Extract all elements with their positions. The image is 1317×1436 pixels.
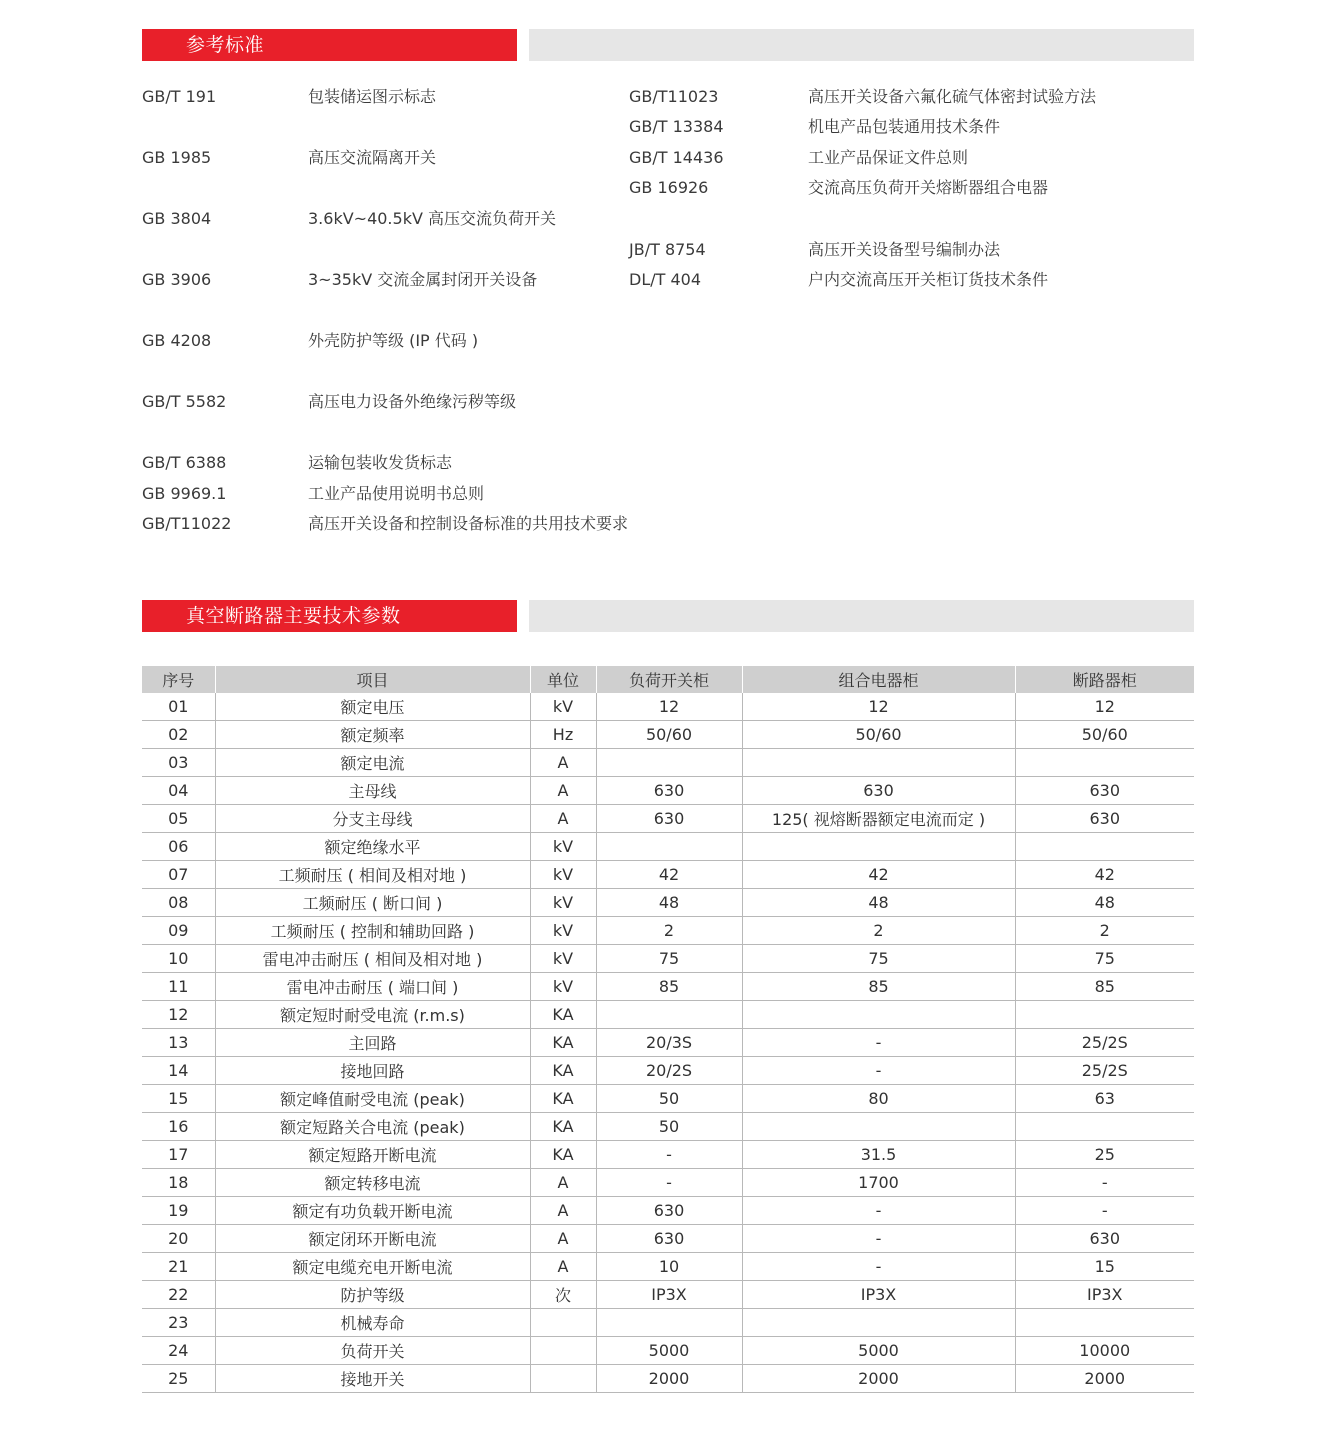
standard-name: 工业产品保证文件总则 [808, 148, 969, 167]
cell-index: 17 [142, 1141, 215, 1169]
cell-unit: A [530, 777, 596, 805]
table-row [142, 805, 1194, 833]
standard-code: GB 9969.1 [142, 484, 227, 503]
cell-unit [530, 1365, 596, 1393]
standard-name: 高压电力设备外绝缘污秽等级 [308, 392, 517, 411]
cell-index: 04 [142, 777, 215, 805]
standard-item [629, 240, 1169, 260]
cell-combination: 85 [742, 973, 1015, 1001]
cell-combination [742, 1309, 1015, 1337]
standard-name: 包装储运图示标志 [308, 87, 437, 106]
cell-breaker [1015, 1001, 1194, 1029]
table-row [142, 1225, 1194, 1253]
cell-item: 主母线 [215, 777, 530, 805]
cell-load-switch: 10 [596, 1253, 742, 1281]
cell-load-switch: - [596, 1169, 742, 1197]
header-combination: 组合电器柜 [742, 666, 1015, 693]
section-title: 参考标准 [142, 29, 517, 61]
cell-unit: KA [530, 1001, 596, 1029]
cell-unit [530, 1337, 596, 1365]
table-row [142, 1281, 1194, 1309]
cell-breaker: 42 [1015, 861, 1194, 889]
table-row [142, 833, 1194, 861]
cell-item: 额定峰值耐受电流 (peak) [215, 1085, 530, 1113]
table-row [142, 1169, 1194, 1197]
cell-breaker: 50/60 [1015, 721, 1194, 749]
cell-item: 雷电冲击耐压 ( 相间及相对地 ) [215, 945, 530, 973]
cell-breaker: IP3X [1015, 1281, 1194, 1309]
cell-breaker: 630 [1015, 805, 1194, 833]
cell-index: 20 [142, 1225, 215, 1253]
cell-combination: 75 [742, 945, 1015, 973]
cell-item: 防护等级 [215, 1281, 530, 1309]
table-row [142, 917, 1194, 945]
cell-combination: 5000 [742, 1337, 1015, 1365]
cell-index: 18 [142, 1169, 215, 1197]
table-row [142, 945, 1194, 973]
cell-unit: A [530, 1253, 596, 1281]
standard-code: JB/T 8754 [629, 240, 706, 259]
cell-combination: 630 [742, 777, 1015, 805]
cell-item: 额定短路关合电流 (peak) [215, 1113, 530, 1141]
cell-item: 机械寿命 [215, 1309, 530, 1337]
section-header-params [142, 600, 1194, 632]
cell-breaker: 75 [1015, 945, 1194, 973]
standard-code: GB 16926 [629, 178, 709, 197]
cell-combination: 12 [742, 693, 1015, 721]
header-unit: 单位 [530, 666, 596, 693]
cell-load-switch: 2 [596, 917, 742, 945]
cell-item: 额定短时耐受电流 (r.m.s) [215, 1001, 530, 1029]
cell-combination: 31.5 [742, 1141, 1015, 1169]
table-row [142, 889, 1194, 917]
cell-item: 工频耐压 ( 断口间 ) [215, 889, 530, 917]
cell-index: 15 [142, 1085, 215, 1113]
cell-index: 10 [142, 945, 215, 973]
cell-index: 09 [142, 917, 215, 945]
header-item: 项目 [215, 666, 530, 693]
cell-breaker: 63 [1015, 1085, 1194, 1113]
cell-load-switch: 20/2S [596, 1057, 742, 1085]
cell-breaker: 25/2S [1015, 1029, 1194, 1057]
standard-code: GB 3906 [142, 270, 212, 289]
section-title: 真空断路器主要技术参数 [142, 600, 517, 632]
cell-unit: kV [530, 861, 596, 889]
table-row [142, 1001, 1194, 1029]
cell-combination: - [742, 1057, 1015, 1085]
cell-load-switch [596, 1001, 742, 1029]
cell-unit: KA [530, 1029, 596, 1057]
cell-load-switch: 20/3S [596, 1029, 742, 1057]
cell-index: 23 [142, 1309, 215, 1337]
cell-unit: kV [530, 833, 596, 861]
standard-item [142, 209, 622, 229]
standard-code: GB 3804 [142, 209, 212, 228]
section-bar [529, 29, 1194, 61]
standard-name: 3.6kV~40.5kV 高压交流负荷开关 [308, 209, 556, 228]
standard-code: GB/T 14436 [629, 148, 724, 167]
cell-breaker: 630 [1015, 1225, 1194, 1253]
cell-index: 07 [142, 861, 215, 889]
standard-item [142, 270, 622, 290]
cell-unit: KA [530, 1085, 596, 1113]
cell-unit: Hz [530, 721, 596, 749]
cell-combination: 1700 [742, 1169, 1015, 1197]
cell-index: 16 [142, 1113, 215, 1141]
section-bar [529, 600, 1194, 632]
cell-combination: - [742, 1225, 1015, 1253]
cell-combination: 80 [742, 1085, 1015, 1113]
cell-item: 负荷开关 [215, 1337, 530, 1365]
table-body [142, 693, 1194, 1393]
standard-item [142, 331, 622, 351]
cell-unit: A [530, 1197, 596, 1225]
standard-name: 交流高压负荷开关熔断器组合电器 [808, 178, 1049, 197]
cell-index: 03 [142, 749, 215, 777]
table-row [142, 861, 1194, 889]
standard-item [142, 484, 622, 504]
standard-code: GB/T 6388 [142, 453, 227, 472]
standard-item [629, 148, 1169, 168]
cell-load-switch [596, 749, 742, 777]
cell-combination: - [742, 1029, 1015, 1057]
cell-breaker [1015, 1309, 1194, 1337]
table-row [142, 1253, 1194, 1281]
cell-item: 接地回路 [215, 1057, 530, 1085]
header-index: 序号 [142, 666, 215, 693]
cell-breaker: 630 [1015, 777, 1194, 805]
header-breaker: 断路器柜 [1015, 666, 1194, 693]
cell-load-switch: 2000 [596, 1365, 742, 1393]
cell-item: 额定绝缘水平 [215, 833, 530, 861]
cell-load-switch: 85 [596, 973, 742, 1001]
standard-name: 高压开关设备型号编制办法 [808, 240, 1001, 259]
cell-index: 11 [142, 973, 215, 1001]
cell-load-switch: 42 [596, 861, 742, 889]
cell-index: 06 [142, 833, 215, 861]
cell-combination: 2000 [742, 1365, 1015, 1393]
cell-breaker: 25/2S [1015, 1057, 1194, 1085]
cell-breaker [1015, 833, 1194, 861]
cell-item: 额定频率 [215, 721, 530, 749]
cell-combination: 48 [742, 889, 1015, 917]
cell-breaker: 2000 [1015, 1365, 1194, 1393]
table-row [142, 1085, 1194, 1113]
cell-item: 额定电流 [215, 749, 530, 777]
cell-load-switch [596, 833, 742, 861]
cell-index: 01 [142, 693, 215, 721]
cell-item: 额定电缆充电开断电流 [215, 1253, 530, 1281]
cell-breaker: 2 [1015, 917, 1194, 945]
standard-item [142, 514, 629, 534]
table-row [142, 1337, 1194, 1365]
cell-load-switch: 50 [596, 1113, 742, 1141]
cell-combination: - [742, 1197, 1015, 1225]
cell-breaker: 25 [1015, 1141, 1194, 1169]
standard-code: GB 1985 [142, 148, 212, 167]
cell-combination [742, 833, 1015, 861]
cell-load-switch [596, 1309, 742, 1337]
cell-load-switch: 630 [596, 1225, 742, 1253]
cell-unit [530, 1309, 596, 1337]
cell-item: 接地开关 [215, 1365, 530, 1393]
cell-index: 21 [142, 1253, 215, 1281]
section-header-standards [142, 29, 1194, 61]
cell-load-switch: 75 [596, 945, 742, 973]
cell-load-switch: - [596, 1141, 742, 1169]
standard-code: DL/T 404 [629, 270, 702, 289]
cell-breaker: - [1015, 1197, 1194, 1225]
cell-combination: - [742, 1253, 1015, 1281]
cell-breaker: 85 [1015, 973, 1194, 1001]
standard-code: GB 4208 [142, 331, 212, 350]
standard-item [629, 178, 1169, 198]
table-row [142, 721, 1194, 749]
cell-unit: A [530, 1169, 596, 1197]
table-row [142, 1309, 1194, 1337]
table-row [142, 1057, 1194, 1085]
cell-index: 13 [142, 1029, 215, 1057]
standard-code: GB/T 13384 [629, 117, 724, 136]
cell-breaker: 48 [1015, 889, 1194, 917]
cell-unit: KA [530, 1113, 596, 1141]
standard-name: 高压交流隔离开关 [308, 148, 437, 167]
standard-item [142, 148, 622, 168]
params-table [142, 666, 1194, 1393]
table-row [142, 1029, 1194, 1057]
cell-index: 08 [142, 889, 215, 917]
cell-unit: A [530, 749, 596, 777]
standard-code: GB/T11023 [629, 87, 719, 106]
cell-item: 分支主母线 [215, 805, 530, 833]
cell-load-switch: 630 [596, 1197, 742, 1225]
cell-item: 额定电压 [215, 693, 530, 721]
cell-load-switch: 5000 [596, 1337, 742, 1365]
standard-item [629, 117, 1169, 137]
standard-code: GB/T11022 [142, 514, 232, 533]
cell-unit: A [530, 1225, 596, 1253]
cell-index: 12 [142, 1001, 215, 1029]
cell-breaker [1015, 1113, 1194, 1141]
cell-index: 02 [142, 721, 215, 749]
cell-index: 05 [142, 805, 215, 833]
standard-code: GB/T 191 [142, 87, 217, 106]
standard-name: 高压开关设备和控制设备标准的共用技术要求 [308, 514, 629, 533]
table-row [142, 1197, 1194, 1225]
cell-unit: kV [530, 945, 596, 973]
table-row [142, 693, 1194, 721]
cell-combination [742, 1113, 1015, 1141]
cell-combination: 50/60 [742, 721, 1015, 749]
table-row [142, 973, 1194, 1001]
cell-index: 14 [142, 1057, 215, 1085]
standard-item [142, 87, 622, 107]
standard-name: 工业产品使用说明书总则 [308, 484, 485, 503]
cell-unit: KA [530, 1141, 596, 1169]
cell-combination [742, 749, 1015, 777]
cell-index: 22 [142, 1281, 215, 1309]
cell-unit: kV [530, 917, 596, 945]
standard-code: GB/T 5582 [142, 392, 227, 411]
standard-name: 外壳防护等级 (IP 代码 ) [308, 331, 479, 350]
table-row [142, 1365, 1194, 1393]
standard-item [142, 392, 622, 412]
cell-load-switch: IP3X [596, 1281, 742, 1309]
cell-unit: kV [530, 889, 596, 917]
table-row [142, 749, 1194, 777]
cell-load-switch: 12 [596, 693, 742, 721]
table-row [142, 1113, 1194, 1141]
cell-combination: IP3X [742, 1281, 1015, 1309]
cell-item: 额定转移电流 [215, 1169, 530, 1197]
cell-unit: kV [530, 693, 596, 721]
cell-load-switch: 50 [596, 1085, 742, 1113]
cell-load-switch: 630 [596, 777, 742, 805]
standard-item [629, 87, 1169, 107]
cell-load-switch: 630 [596, 805, 742, 833]
cell-unit: KA [530, 1057, 596, 1085]
cell-combination: 125( 视熔断器额定电流而定 ) [742, 805, 1015, 833]
cell-breaker: 15 [1015, 1253, 1194, 1281]
cell-combination [742, 1001, 1015, 1029]
standard-name: 高压开关设备六氟化硫气体密封试验方法 [808, 87, 1097, 106]
cell-item: 工频耐压 ( 控制和辅助回路 ) [215, 917, 530, 945]
standard-name: 3~35kV 交流金属封闭开关设备 [308, 270, 538, 289]
cell-breaker: 12 [1015, 693, 1194, 721]
cell-item: 雷电冲击耐压 ( 端口间 ) [215, 973, 530, 1001]
cell-item: 额定有功负载开断电流 [215, 1197, 530, 1225]
cell-unit: A [530, 805, 596, 833]
table-row [142, 777, 1194, 805]
cell-unit: 次 [530, 1281, 596, 1309]
standard-item [629, 270, 1169, 290]
cell-load-switch: 50/60 [596, 721, 742, 749]
cell-unit: kV [530, 973, 596, 1001]
cell-breaker: 10000 [1015, 1337, 1194, 1365]
cell-combination: 42 [742, 861, 1015, 889]
cell-index: 24 [142, 1337, 215, 1365]
cell-load-switch: 48 [596, 889, 742, 917]
table-row [142, 1141, 1194, 1169]
cell-breaker: - [1015, 1169, 1194, 1197]
cell-breaker [1015, 749, 1194, 777]
cell-item: 额定短路开断电流 [215, 1141, 530, 1169]
cell-index: 25 [142, 1365, 215, 1393]
cell-item: 主回路 [215, 1029, 530, 1057]
standard-name: 户内交流高压开关柜订货技术条件 [808, 270, 1049, 289]
standard-item [142, 453, 622, 473]
standard-name: 机电产品包装通用技术条件 [808, 117, 1001, 136]
cell-item: 工频耐压 ( 相间及相对地 ) [215, 861, 530, 889]
cell-item: 额定闭环开断电流 [215, 1225, 530, 1253]
standard-name: 运输包装收发货标志 [308, 453, 453, 472]
header-load-switch: 负荷开关柜 [596, 666, 742, 693]
cell-index: 19 [142, 1197, 215, 1225]
cell-combination: 2 [742, 917, 1015, 945]
table-header-row [142, 666, 1194, 693]
